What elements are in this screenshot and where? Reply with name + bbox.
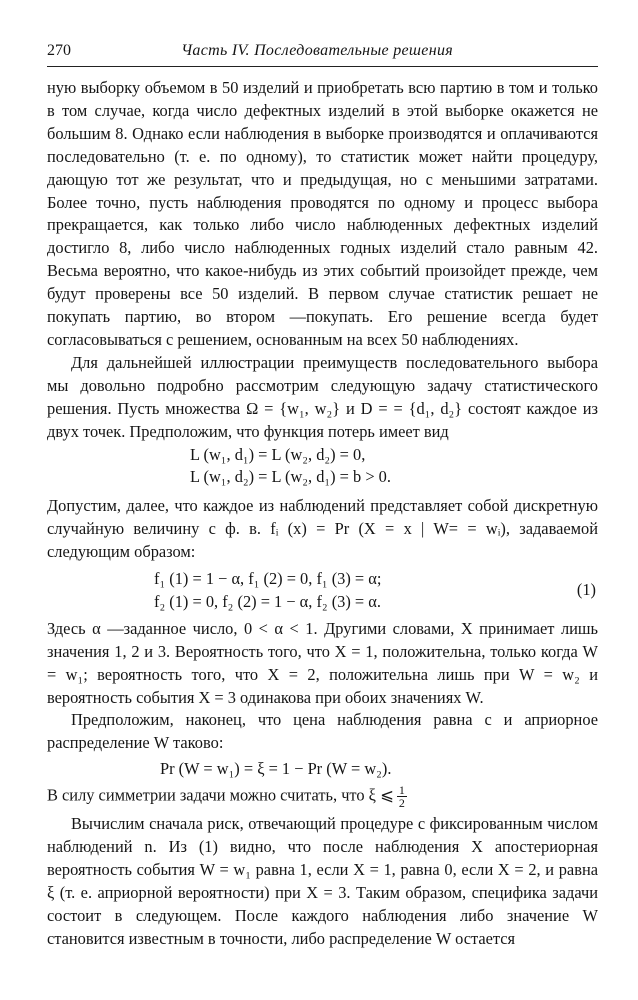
pmf-formula-2: f₂ (1) = 0, f₂ (2) = 1 − α, f₂ (3) = α. [154, 591, 381, 611]
prior-formula: Pr (W = w₁) = ξ = 1 − Pr (W = w₂). [160, 759, 392, 779]
paragraph-5: Предположим, наконец, что цена наблюдения равна c и априорное распределение W таково: [47, 710, 598, 753]
loss-formula-2: L (w₁, d₂) = L (w₂, d₁) = b > 0. [190, 467, 391, 487]
paragraph-7: Вычислим сначала риск, отвечающий процедуре с фиксированным числом наблюдений n. Из (1) видно, что после наблюдения X апостериорная вероятность события W = w₁ равна 1, если X = 1, равна 0, если X = 2, и равна ξ (т. е. априорной вероятности) при X = 3. Таким образом, специфика задачи состоит в следующем. После каждого наблюдения либо значение W становится известным в точности, либо распределение W остается [47, 814, 598, 948]
paragraph-1: ную выборку объемом в 50 изделий и приобретать всю партию в том и только в том случае, когда число дефектных изделий в этой выборке окажется не большим 8. Однако если наблюдения в выборке производятся и оплачиваются последовательно (т. е. по одному), то статистик может найти процедуру, дающую тот же результат, что и предыдущая, но с меньшими затратами. Более точно, пусть наблюдения проводятся по одному и процесс выбора прекращается, как только либо число наблюденных дефектных изделий достигло 8, либо число наблюденных годных изделий стало равным 42. Весьма вероятно, что какое-нибудь из этих событий произойдет прежде, чем будут проверены все 50 изделий. В первом случае статистик решает не покупать партию, во втором —покупать. Его решение всегда будет согласовываться с решением, основанным на всех 50 наблюдениях. [47, 78, 598, 349]
running-title: Часть IV. Последовательные решения [181, 42, 453, 59]
paragraph-2: Для дальнейшей иллюстрации преимуществ последовательного выбора мы довольно подробно рассмотрим следующую задачу статистического решения. Пусть множества Ω = {w₁, w₂} и D = = {d₁, d₂} состоят каждое из двух точек. Предположим, что функция потерь имеет вид [47, 352, 598, 441]
running-header [47, 40, 598, 67]
fraction-denominator: 2 [398, 796, 405, 811]
paragraph-6 [47, 784, 598, 809]
pmf-formula-1: f₁ (1) = 1 − α, f₁ (2) = 0, f₁ (3) = α; [154, 569, 382, 589]
page-number: 270 [47, 42, 71, 59]
book-page [47, 40, 598, 951]
page-body [47, 77, 598, 951]
equation-number: (1) [576, 580, 596, 600]
paragraph-3: Допустим, далее, что каждое из наблюдений представляет собой дискретную случайную величину с ф. в. fᵢ (x) = Pr (X = x | W= = wᵢ), задаваемой следующим образом: [47, 496, 598, 562]
pmf-formula-block [47, 568, 598, 614]
paragraph-4: Здесь α —заданное число, 0 < α < 1. Другими словами, X принимает лишь значения 1, 2 и 3. Вероятность того, что X = 1, положительна, только когда W = w₁; вероятность того, что X = 2, положительна лишь при W = w₂ и вероятность события X = 3 одинакова при обоих значениях W. [47, 618, 598, 707]
fraction-numerator: 1 [398, 783, 405, 798]
paragraph-6-text: В силу симметрии задачи можно считать, что ξ ⩽ [47, 785, 394, 805]
fraction-one-half [397, 784, 407, 809]
loss-formula-1: L (w₁, d₁) = L (w₂, d₂) = 0, [190, 444, 366, 464]
